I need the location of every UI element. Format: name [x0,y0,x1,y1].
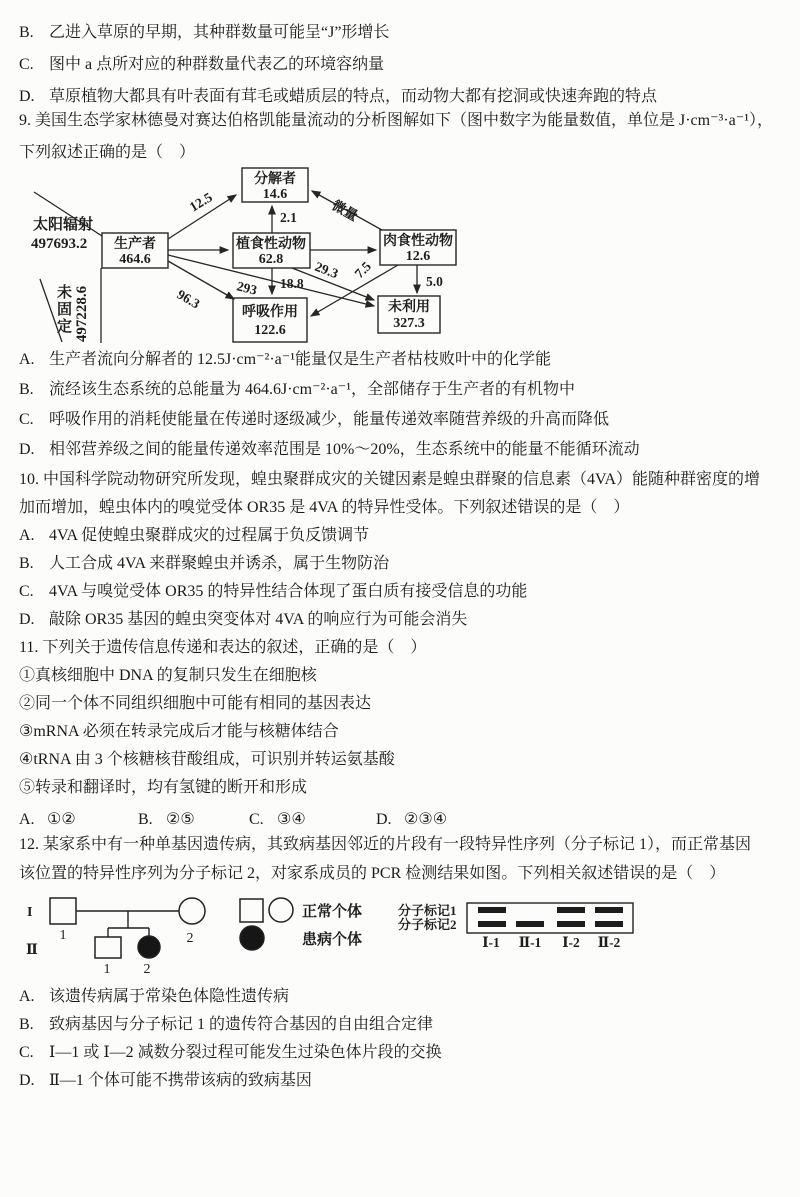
flow-producer-unused: 293 [235,278,259,298]
pedigree-affected-female-ii2 [138,936,160,958]
legend-affected-symbol [240,926,264,950]
stem-line: 12. 某家系中有一种单基因遗传病，其致病基因邻近的片段有一段特异性序列（分子标记 1），而正常基因 [19,836,752,853]
svg-text:12.6: 12.6 [405,249,431,264]
option-text: 人工合成 4VA 来群聚蝗虫并诱杀，属于生物防治 [49,555,390,572]
option-line [19,345,785,375]
question-11 [19,634,785,802]
pedigree-chart [26,898,205,977]
option-line [19,405,785,435]
option-line [19,375,785,405]
question-12-stem [19,830,785,888]
choice-label: D. [376,811,392,828]
option-label: A. [19,351,35,368]
gel-row1-label: 分子标记1 [398,903,457,918]
question-9-stem [19,105,785,169]
gel-lane-label: Ⅱ-2 [597,935,621,950]
gel-lane-label: Ⅰ-2 [562,935,580,950]
member-number: 2 [143,962,151,977]
option-label: B. [19,1016,34,1033]
legend-affected-label: 患病个体 [302,932,363,948]
question-12-options [19,983,785,1095]
stem-line: 11. 下列关于遗传信息传递和表达的叙述，正确的是（ ） [19,639,427,656]
flow-producer-respiration: 96.3 [174,286,203,312]
gel-chart [398,903,633,950]
legend-normal-label: 正常个体 [302,904,363,920]
node-producer [102,233,168,268]
gel-row2-label: 分子标记2 [398,917,457,932]
legend-normal-male-symbol [240,899,263,922]
node-respiration [233,298,307,342]
stem-line: 10. 中国科学院动物研究所发现，蝗虫聚群成灾的关键因素是蝗虫群聚的信息素（4VA）能随种群密度的增 [19,471,761,488]
node-unused [378,296,440,333]
option-line [19,1067,785,1095]
statement-line: ②同一个体不同组织细胞中可能有相同的基因表达 [19,695,372,712]
statement-line: ③mRNA 必须在转录完成后才能与核糖体结合 [19,723,339,740]
gel-band [595,907,623,913]
option-label: D. [19,1072,35,1089]
gel-band [595,921,623,927]
gel-band [557,907,585,913]
gel-band [478,907,506,913]
option-label: B. [19,555,34,572]
option-text: 敲除 OR35 基因的蝗虫突变体对 4VA 的响应行为可能会消失 [49,611,468,628]
stem-line: 9. 美国生态学家林德曼对赛达伯格凯能量流动的分析图解如下（图中数字为能量数值，单位是 J·cm⁻³·a⁻¹）， [19,112,774,129]
question-8-options [19,17,785,113]
pedigree-male-i1 [50,898,76,924]
option-text: 该遗传病属于常染色体隐性遗传病 [49,988,290,1005]
solar-label: 太阳辐射 [33,217,94,233]
node-decomposer [242,168,308,202]
option-label: C. [19,1044,34,1061]
energy-flow-diagram [0,166,480,350]
option-label: C. [19,56,34,73]
stem-line: 加而增加，蝗虫体内的嗅觉受体 OR35 是 4VA 的特异性受体。下列叙述错误的是（ ） [19,499,630,516]
option-line [19,1011,785,1039]
flow-herbivore-unused: 29.3 [312,258,341,282]
option-label: D. [19,88,35,105]
gel-lane-label: Ⅱ-1 [518,935,542,950]
option-label: C. [19,411,34,428]
pedigree-female-i2 [179,898,205,924]
svg-text:未利用: 未利用 [388,300,430,315]
option-text: Ⅰ—1 或 Ⅰ—2 减数分裂过程可能发生过染色体片段的交换 [49,1044,442,1061]
gel-band [557,921,585,927]
option-line [19,435,785,465]
option-text: 生产者流向分解者的 12.5J·cm⁻²·a⁻¹能量仅是生产者枯枝败叶中的化学能 [49,351,552,368]
gel-band [516,921,544,927]
option-line [19,550,785,578]
option-label: C. [19,583,34,600]
svg-text:14.6: 14.6 [262,187,288,202]
svg-text:分解者: 分解者 [254,172,296,187]
svg-text:464.6: 464.6 [119,252,151,267]
statement-line: ④tRNA 由 3 个核糖核苷酸组成，可识别并转运氨基酸 [19,751,395,768]
option-text: 草原植物大都具有叶表面有茸毛或蜡质层的特点，而动物大都有挖洞或快速奔跑的特点 [49,88,658,105]
option-text: 呼吸作用的消耗使能量在传递时逐级减少，能量传递效率随营养级的升高而降低 [49,411,610,428]
option-text: 相邻营养级之间的能量传递效率范围是 10%～20%，生态系统中的能量不能循环流动 [49,441,640,458]
option-label: B. [19,381,34,398]
member-number: 1 [59,928,67,943]
generation-2-label: Ⅱ [26,943,38,958]
node-carnivore [380,230,456,265]
option-label: A. [19,988,35,1005]
gel-bands [478,907,623,927]
choice-value: ②⑤ [166,811,195,828]
pedigree-legend [240,898,362,950]
flow-herbivore-decomposer: 2.1 [280,210,297,225]
flow-carnivore-respiration: 7.5 [351,258,375,282]
choice-value: ③④ [277,811,306,828]
choice-label: B. [138,811,153,828]
option-line [19,1039,785,1067]
option-line [19,606,785,634]
statement-line: ⑤转录和翻译时，均有氢键的断开和形成 [19,779,308,796]
option-label: A. [19,527,35,544]
gel-lane-label: Ⅰ-1 [482,935,500,950]
option-text: Ⅱ—1 个体可能不携带该病的致病基因 [49,1072,312,1089]
svg-text:生产者: 生产者 [114,237,156,252]
unfixed-value: 497228.6 [74,285,90,343]
choice-label: C. [249,811,264,828]
svg-text:肉食性动物: 肉食性动物 [383,234,453,249]
flow-herbivore-respiration: 18.8 [280,276,304,291]
option-line [19,522,785,550]
choice-value: ②③④ [404,811,448,828]
gel-band [478,921,506,927]
svg-text:122.6: 122.6 [254,323,286,338]
option-label: D. [19,441,35,458]
question-10 [19,466,785,634]
choice-label: A. [19,811,35,828]
svg-text:62.8: 62.8 [258,252,284,267]
unfixed-label: 未固定 [55,284,71,335]
question-9-options [19,345,785,465]
option-text: 图中 a 点所对应的种群数量代表乙的环境容纳量 [49,56,385,73]
option-text: 4VA 与嗅觉受体 OR35 的特异性结合体现了蛋白质有接受信息的功能 [49,583,528,600]
flow-carnivore-unused: 5.0 [426,274,443,289]
option-label: D. [19,611,35,628]
option-line [19,17,785,49]
solar-input [31,192,102,343]
stem-line: 该位置的特异性序列为分子标记 2，对家系成员的 PCR 检测结果如图。下列相关叙述错误的是（ ） [19,865,726,882]
option-text: 致病基因与分子标记 1 的遗传符合基因的自由组合定律 [49,1016,434,1033]
svg-text:327.3: 327.3 [393,316,425,331]
generation-1-label: I [27,905,33,920]
option-label: B. [19,24,34,41]
option-line [19,49,785,81]
statement-line: ①真核细胞中 DNA 的复制只发生在细胞核 [19,667,317,684]
svg-text:植食性动物: 植食性动物 [236,237,306,252]
flow-carnivore-decomposer: 微量 [329,197,361,224]
node-herbivore [233,233,310,268]
pedigree-male-ii1 [95,937,121,958]
stem-line: 下列叙述正确的是（ ） [19,144,196,161]
option-text: 流经该生态系统的总能量为 464.6J·cm⁻²·a⁻¹，全部储存于生产者的有机物中 [49,381,576,398]
legend-normal-female-symbol [269,898,293,922]
option-line [19,983,785,1011]
option-text: 4VA 促使蝗虫聚群成灾的过程属于负反馈调节 [49,527,370,544]
member-number: 2 [186,931,194,946]
solar-value: 497693.2 [31,236,88,252]
svg-text:呼吸作用: 呼吸作用 [242,305,298,320]
member-number: 1 [103,962,111,977]
option-text: 乙进入草原的早期，其种群数量可能呈“J”形增长 [49,24,390,41]
pedigree-and-gel-figure [0,890,680,985]
option-line [19,578,785,606]
flow-producer-decomposer: 12.5 [186,189,215,215]
choice-value: ①② [47,811,76,828]
